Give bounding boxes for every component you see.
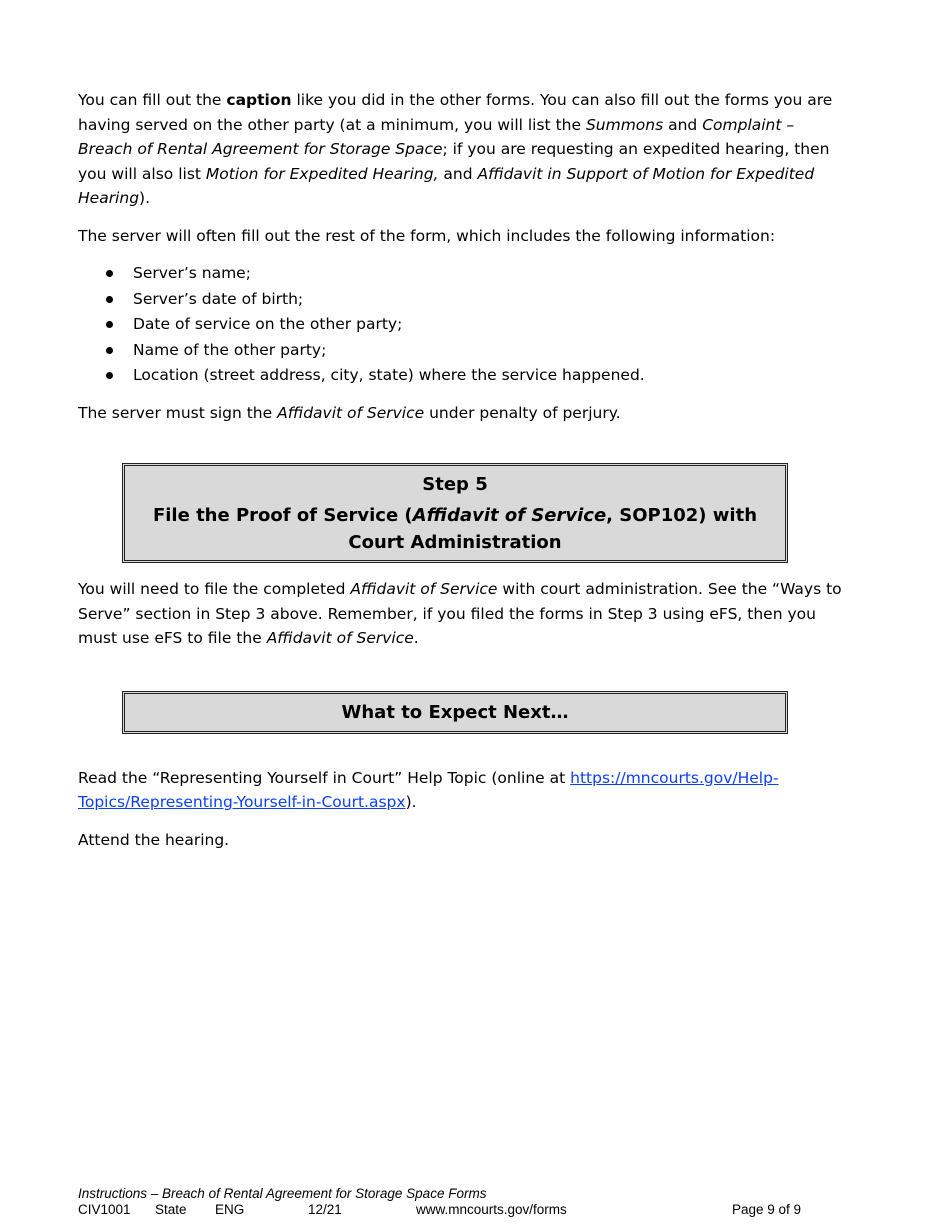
- text: ; if you are requesting an expedited hearing, then you will also list: [78, 140, 830, 183]
- list-item-text: Server’s name;: [133, 264, 251, 282]
- text: ).: [405, 793, 417, 811]
- text: You will need to file the completed: [78, 580, 351, 598]
- document-body: [78, 88, 848, 865]
- help-topic-link[interactable]: https://mncourts.gov/Help-Topics/Representing-Yourself-in-Court.aspx: [78, 768, 779, 811]
- list-item: [78, 363, 848, 389]
- list-item: [78, 261, 848, 287]
- form-name-affidavit: Affidavit of Service: [350, 580, 498, 598]
- text: , SOP102) with Court Administration: [348, 505, 758, 553]
- list-item-text: Name of the other party;: [133, 340, 327, 359]
- form-name-affidavit: Affidavit of Service: [412, 505, 607, 526]
- caption-paragraph: [78, 88, 848, 211]
- list-item: [78, 287, 848, 313]
- text: under penalty of perjury.: [424, 403, 621, 422]
- text: ).: [139, 189, 151, 207]
- form-date: 12/21: [308, 1202, 342, 1217]
- text: and: [663, 115, 703, 134]
- step-5-heading: [122, 463, 788, 563]
- form-name-summons: Summons: [585, 115, 664, 134]
- caption-term: caption: [226, 91, 292, 109]
- form-scope: State: [155, 1202, 187, 1217]
- attend-paragraph: Attend the hearing.: [78, 830, 230, 849]
- bullet-icon: [106, 321, 113, 328]
- form-name-motion: Motion for Expedited Hearing,: [205, 164, 439, 183]
- page-number: Page 9 of 9: [732, 1202, 802, 1217]
- what-to-expect-heading: [122, 691, 788, 734]
- text: You can fill out the: [78, 91, 227, 109]
- text: File the Proof of Service (: [152, 505, 413, 526]
- list-item: [78, 312, 848, 338]
- read-paragraph: [78, 766, 848, 815]
- list-item: [78, 338, 848, 364]
- list-item-text: Date of service on the other party;: [133, 315, 403, 333]
- text: like you did in the other forms. You can also fill out the forms you are having served on the other party (at a minimum, you will list the: [78, 91, 833, 134]
- file-paragraph: [78, 577, 848, 651]
- form-name-affidavit: Affidavit of Service: [266, 629, 414, 647]
- step-title: [135, 502, 775, 556]
- step-label: Step 5: [422, 474, 488, 495]
- sign-paragraph: [78, 401, 848, 426]
- text: and: [438, 164, 478, 183]
- page-footer: [78, 1186, 818, 1217]
- text: Read the “Representing Yourself in Court” Help Topic (online at: [78, 768, 571, 787]
- form-name-affidavit: Affidavit of Service: [277, 403, 425, 422]
- list-item-text: Server’s date of birth;: [133, 289, 304, 308]
- section-title: What to Expect Next…: [341, 701, 569, 723]
- bullet-icon: [106, 372, 113, 379]
- forms-website: www.mncourts.gov/forms: [416, 1202, 567, 1217]
- form-language: ENG: [215, 1202, 245, 1217]
- bullet-icon: [106, 347, 113, 354]
- form-number: CIV1001: [78, 1202, 131, 1217]
- server-info-list: [78, 261, 848, 389]
- text: with court administration. See the “Ways to Serve” section in Step 3 above. Remember, if you filed the forms in Step 3 using eFS, then you must use eFS to file the: [78, 580, 842, 647]
- form-name-affidavit-support: Affidavit in Support of Motion for Expedited Hearing: [78, 164, 815, 207]
- list-item-text: Location (street address, city, state) where the service happened.: [133, 366, 645, 384]
- server-info-paragraph: The server will often fill out the rest of the form, which includes the following information:: [78, 226, 776, 245]
- bullet-icon: [106, 270, 113, 277]
- form-name-complaint: Complaint – Breach of Rental Agreement for Storage Space: [78, 115, 795, 158]
- text: The server must sign the: [78, 403, 278, 422]
- bullet-icon: [106, 296, 113, 303]
- text: .: [413, 629, 419, 647]
- footer-title: Instructions – Breach of Rental Agreement for Storage Space Forms: [78, 1186, 487, 1201]
